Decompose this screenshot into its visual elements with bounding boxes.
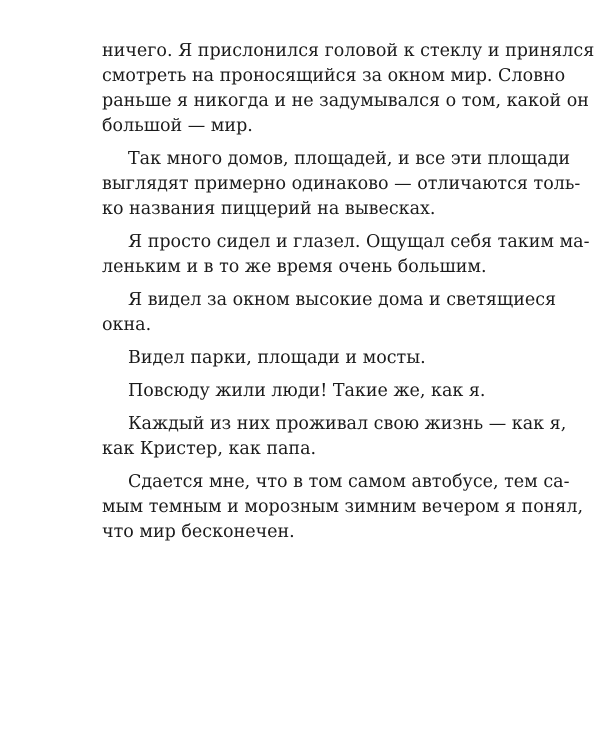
text-line: что мир бесконечен. — [102, 522, 295, 542]
text-line: Так много домов, площадей, и все эти площади — [128, 149, 571, 169]
text-line: выглядят примерно одинаково — отличаются толь- — [102, 174, 581, 194]
text-line: Каждый из них проживал свою жизнь — как я, — [128, 414, 567, 434]
text-line: окна. — [102, 315, 152, 335]
text-line: ничего. Я прислонился головой к стеклу и принялся — [102, 41, 595, 61]
body-text — [102, 39, 595, 545]
text-line: мым темным и морозным зимним вечером я понял, — [102, 497, 584, 517]
text-line: леньким и в то же время очень большим. — [102, 257, 487, 277]
text-line: Повсюду жили люди! Такие же, как я. — [128, 381, 486, 401]
text-line: смотреть на проносящийся за окном мир. Словно — [102, 66, 566, 86]
text-line: раньше я никогда и не задумывался о том, какой он — [102, 91, 589, 111]
text-line: как Кристер, как папа. — [102, 439, 317, 459]
text-line: Сдается мне, что в том самом автобусе, тем са- — [128, 472, 570, 492]
text-line: ко названия пиццерий на вывесках. — [102, 199, 436, 219]
text-line: большой — мир. — [102, 116, 253, 136]
text-line: Я видел за окном высокие дома и светящиеся — [128, 290, 557, 310]
text-line: Видел парки, площади и мосты. — [128, 348, 426, 368]
text-line: Я просто сидел и глазел. Ощущал себя таким ма- — [128, 232, 590, 252]
